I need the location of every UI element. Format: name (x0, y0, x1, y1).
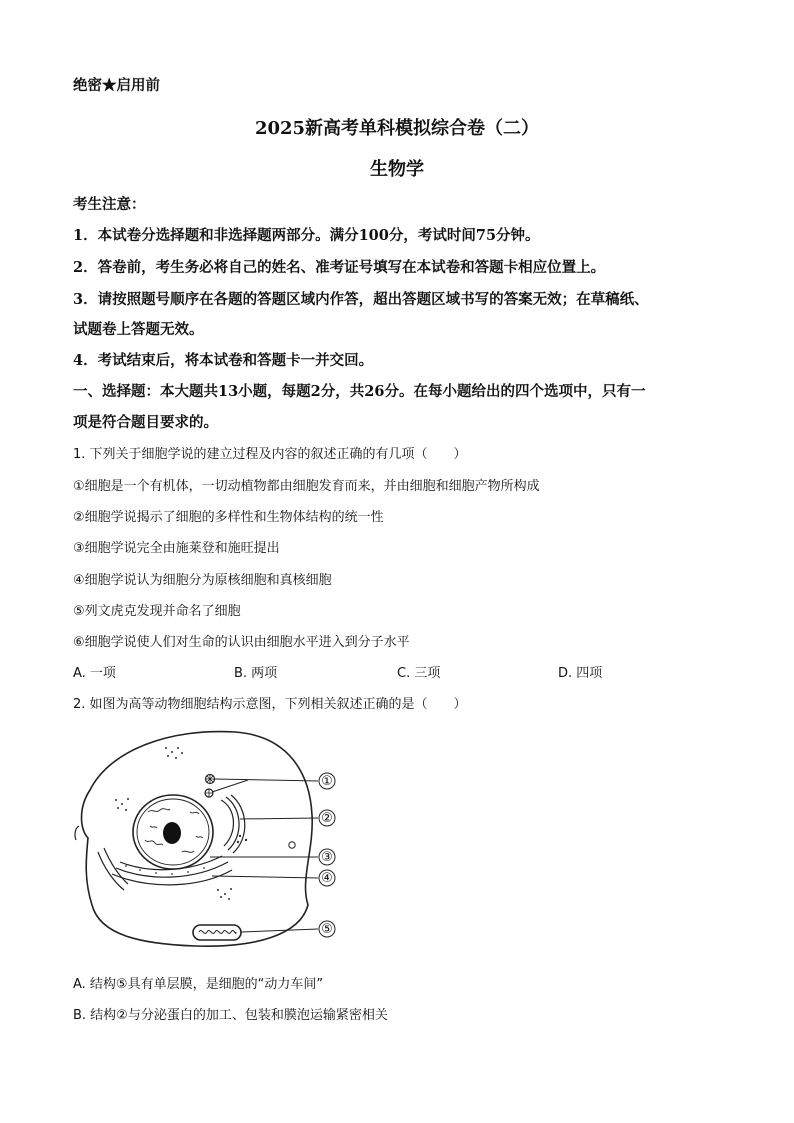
notice-item: 试题卷上答题无效。 (73, 321, 204, 338)
question-1-statement: ⑤列文虎克发现并命名了细胞 (73, 604, 241, 619)
exam-title: 2025新高考单科模拟综合卷（二） (254, 118, 540, 139)
question-1-statement: ④细胞学说认为细胞分为原核细胞和真核细胞 (73, 573, 332, 588)
notice-item: 2．答卷前，考生务必将自己的姓名、准考证号填写在本试卷和答题卡相应位置上。 (73, 259, 606, 276)
notice-item: 3．请按照题号顺序在各题的答题区域内作答，超出答题区域书写的答案无效；在草稿纸、 (73, 291, 649, 308)
section-heading-cont: 项是符合题目要求的。 (73, 414, 218, 431)
question-2-option-a[interactable]: A. 结构⑤具有单层膜，是细胞的“动力车间” (73, 977, 324, 992)
diagram-label-1: ① (321, 774, 333, 789)
question-1-statement: ②细胞学说揭示了细胞的多样性和生物体结构的统一性 (73, 510, 384, 525)
animal-cell-diagram (60, 715, 350, 965)
subject-title: 生物学 (370, 159, 424, 180)
notice-item: 1．本试卷分选择题和非选择题两部分。满分100分，考试时间75分钟。 (73, 227, 540, 244)
question-1-statement: ⑥细胞学说使人们对生命的认识由细胞水平进入到分子水平 (73, 635, 410, 650)
confidential-mark: 绝密★启用前 (73, 77, 160, 94)
diagram-label-2: ② (321, 811, 333, 826)
question-1-statement: ③细胞学说完全由施莱登和施旺提出 (73, 541, 280, 556)
notice-item: 4．考试结束后，将本试卷和答题卡一并交回。 (73, 352, 374, 369)
question-1-stem: 1. 下列关于细胞学说的建立过程及内容的叙述正确的有几项（ ） (73, 447, 467, 462)
diagram-label-5: ⑤ (321, 922, 333, 937)
notice-heading: 考生注意： (73, 196, 146, 213)
diagram-label-4: ④ (321, 871, 333, 886)
diagram-label-3: ③ (321, 850, 333, 865)
question-1-option-b[interactable]: B. 两项 (234, 666, 278, 681)
question-1-option-c[interactable]: C. 三项 (397, 666, 441, 681)
question-1-statement: ①细胞是一个有机体，一切动植物都由细胞发育而来，并由细胞和细胞产物所构成 (73, 479, 540, 494)
question-1-option-d[interactable]: D. 四项 (558, 666, 603, 681)
question-2-stem: 2. 如图为高等动物细胞结构示意图，下列相关叙述正确的是（ ） (73, 697, 467, 712)
section-heading: 一、选择题：本大题共13小题，每题2分，共26分。在每小题给出的四个选项中，只有一 (73, 383, 646, 400)
question-1-option-a[interactable]: A. 一项 (73, 666, 116, 681)
question-2-option-b[interactable]: B. 结构②与分泌蛋白的加工、包装和膜泡运输紧密相关 (73, 1008, 388, 1023)
